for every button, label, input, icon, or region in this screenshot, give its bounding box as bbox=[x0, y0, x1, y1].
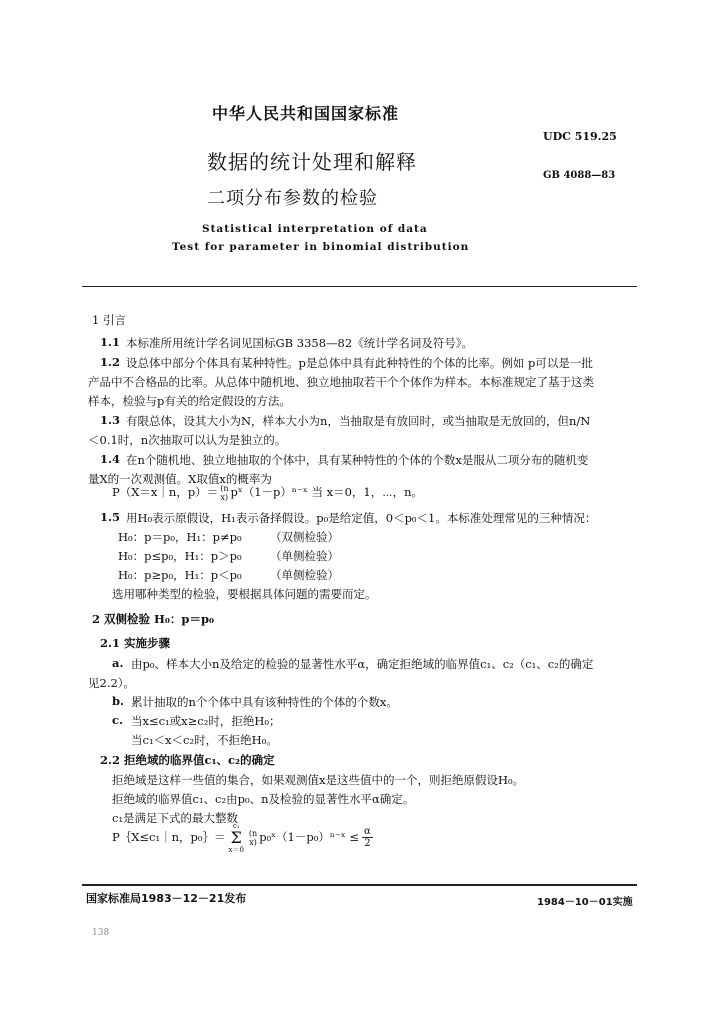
step-a-marker: a. bbox=[112, 656, 124, 670]
formula2-binom-top: n bbox=[252, 829, 258, 838]
formula2-middle: p₀ˣ（1－p₀）ⁿ⁻ˣ ≤ bbox=[259, 830, 360, 844]
hypothesis-one-sided-upper-label: （单侧检验） bbox=[270, 549, 339, 563]
clause-2-2-line2: 拒绝域的临界值c₁、c₂由p₀、n及检验的显著性水平α确定。 bbox=[112, 792, 415, 806]
step-a-line1: 由p₀、样本大小n及给定的检验的显著性水平α，确定拒绝域的临界值c₁、c₂（c₁、c₂的确定 bbox=[131, 657, 594, 671]
header-rule bbox=[82, 286, 637, 287]
clause-1-5-line1: 用H₀表示原假设，H₁表示备择假设。p₀是给定值，0＜p₀＜1。本标准处理常见的三种情况： bbox=[126, 511, 597, 525]
clause-1-5-number: 1.5 bbox=[100, 510, 121, 524]
hypothesis-two-sided: H₀：p＝p₀，H₁：p≠p₀ bbox=[118, 530, 242, 544]
clause-1-4-line1: 在n个随机地、独立地抽取的个体中，具有某种特性的个体的个数x是服从二项分布的随机变 bbox=[126, 453, 589, 467]
summation-lower-limit: x＝0 bbox=[228, 846, 244, 854]
gb-number: GB 4088—83 bbox=[543, 170, 616, 181]
summation-upper-limit: c₁ bbox=[232, 822, 240, 830]
summation-symbol: Σ bbox=[230, 828, 242, 847]
hypothesis-one-sided-lower-label: （单侧检验） bbox=[270, 568, 339, 582]
clause-1-2-line3: 样本，检验与p有关的给定假设的方法。 bbox=[88, 394, 291, 408]
step-a-line2: 见2.2）。 bbox=[88, 676, 136, 690]
formula1-rhs: pˣ（1－p）ⁿ⁻ˣ 当 x＝0，1，⋯，n。 bbox=[230, 485, 423, 499]
formula1-binom-bottom: x bbox=[220, 493, 226, 502]
clause-1-3-line1: 有限总体，设其大小为N，样本大小为n，当抽取是有放回时，或当抽取是无放回的，但n/N bbox=[126, 414, 591, 428]
formula2-binomial-coefficient: (n x) bbox=[248, 829, 258, 847]
binomial-probability-formula bbox=[112, 484, 423, 502]
formula1-lhs: P（X＝x｜n，p）＝ bbox=[112, 485, 219, 499]
issue-date: 国家标准局1983－12－21发布 bbox=[86, 892, 247, 905]
section1-heading: 1 引言 bbox=[92, 313, 126, 327]
clause-1-2-line2: 产品中不合格品的比率。从总体中随机地、独立地抽取若干个个体作为样本。本标准规定了基于这类 bbox=[88, 375, 594, 389]
step-b-line1: 累计抽取的n个个体中具有该种特性的个体的个数x。 bbox=[131, 695, 398, 709]
step-c-line2: 当c₁＜x＜c₂时，不拒绝H₀。 bbox=[131, 733, 278, 747]
formula2-binom-bottom: x bbox=[249, 838, 254, 847]
clause-1-5-closing: 选用哪种类型的检验，要根据具体问题的需要而定。 bbox=[112, 587, 377, 601]
clause-1-3-line2: ＜0.1时，n次抽取可以认为是独立的。 bbox=[88, 433, 287, 447]
subsection-2-2-heading: 2.2 拒绝域的临界值c₁、c₂的确定 bbox=[100, 753, 275, 767]
document-title: 数据的统计处理和解释 bbox=[207, 150, 417, 174]
formula1-binomial-coefficient: (n x) bbox=[220, 484, 229, 502]
document-subtitle: 二项分布参数的检验 bbox=[207, 188, 378, 209]
hypothesis-two-sided-label: （双侧检验） bbox=[270, 530, 339, 544]
effective-date: 1984－10－01实施 bbox=[537, 897, 633, 908]
fraction-denominator: 2 bbox=[364, 838, 371, 849]
formula2-lhs: P｛X≤c₁｜n，p₀｝＝ bbox=[112, 830, 226, 844]
footer-rule bbox=[82, 884, 637, 886]
clause-1-4-number: 1.4 bbox=[100, 452, 121, 466]
clause-1-2-line1: 设总体中部分个体具有某种特性。p是总体中具有此种特性的个体的比率。例如 p可以是一批 bbox=[126, 356, 593, 370]
step-b-marker: b. bbox=[112, 694, 125, 708]
clause-1-4-line2: 量X的一次观测值。X取值x的概率为 bbox=[88, 472, 272, 486]
clause-2-2-line1: 拒绝域是这样一些值的集合，如果观测值x是这些值中的一个，则拒绝原假设H₀。 bbox=[112, 773, 525, 787]
step-c-line1: 当x≤c₁或x≥c₂时，拒绝H₀； bbox=[131, 714, 281, 728]
hypothesis-one-sided-lower: H₀：p≥p₀，H₁：p＜p₀ bbox=[118, 568, 242, 582]
clause-1-2-number: 1.2 bbox=[100, 355, 121, 369]
clause-1-1-text: 本标准所用统计学名词见国标GB 3358—82《统计学名词及符号》。 bbox=[126, 336, 473, 350]
hypothesis-one-sided-upper: H₀：p≤p₀，H₁：p＞p₀ bbox=[118, 549, 242, 563]
udc-number: UDC 519.25 bbox=[543, 130, 617, 143]
clause-2-2-line3: c₁是满足下式的最大整数 bbox=[112, 811, 239, 825]
summation bbox=[229, 822, 244, 854]
formula1-binom-top: n bbox=[223, 484, 229, 493]
english-title-line2: Test for parameter in binomial distribution bbox=[172, 241, 470, 253]
alpha-over-two bbox=[362, 826, 373, 850]
clause-1-3-number: 1.3 bbox=[100, 413, 121, 427]
page-number: 138 bbox=[92, 928, 110, 938]
clause-1-1-number: 1.1 bbox=[100, 335, 121, 349]
issuing-org: 中华人民共和国国家标准 bbox=[212, 104, 400, 123]
critical-value-formula bbox=[112, 822, 373, 854]
fraction-numerator: α bbox=[364, 826, 371, 837]
subsection-2-1-heading: 2.1 实施步骤 bbox=[100, 636, 171, 650]
english-title-line1: Statistical interpretation of data bbox=[202, 223, 428, 235]
section2-heading: 2 双侧检验 H₀：p＝p₀ bbox=[92, 612, 215, 626]
step-c-marker: c. bbox=[112, 713, 124, 727]
